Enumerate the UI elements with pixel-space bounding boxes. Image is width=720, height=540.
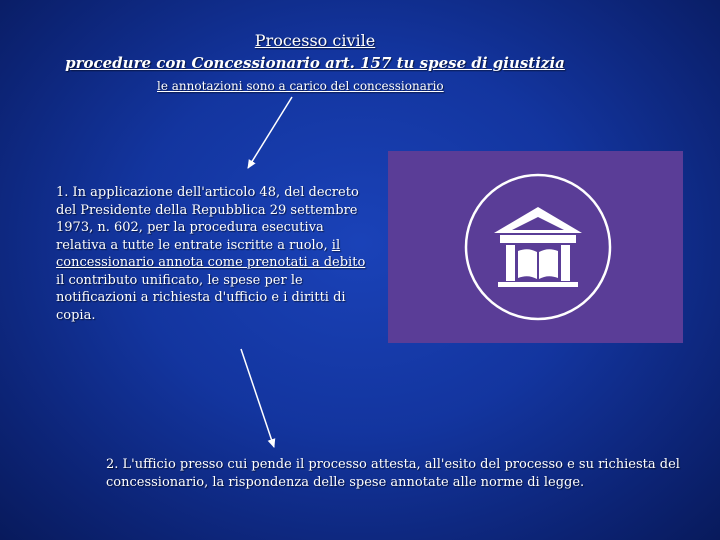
point-2-paragraph: 2. L'ufficio presso cui pende il processo attesta, all'esito del processo e su richiesta del concessionario, la rispondenza delle spese annotate alle norme di legge. [106, 457, 680, 490]
page-subtitle: procedure con Concessionario art. 157 tu spese di giustizia [65, 54, 565, 72]
point-1-text-before: 1. In applicazione dell'articolo 48, del decreto del Presidente della Repubblica 29 settembre 1973, n. 602, per la procedura esecutiva relativa a tutte le entrate iscritte a ruolo, [56, 185, 359, 253]
point-1-paragraph [56, 184, 368, 324]
arrow-to-point-2 [241, 349, 274, 447]
arrow-to-point-1 [248, 97, 292, 168]
point-1-text-after: il contributo unificato, le spese per le notificazioni a richiesta d'ufficio e i diritti di copia. [56, 272, 346, 323]
annotation-note: le annotazioni sono a carico del concessionario [157, 79, 444, 93]
point-1-underlined-text: il concessionario annota come prenotati a debito [56, 237, 366, 270]
courthouse-book-icon [388, 151, 683, 343]
page-title: Processo civile [254, 31, 376, 50]
logo-panel [388, 151, 683, 343]
